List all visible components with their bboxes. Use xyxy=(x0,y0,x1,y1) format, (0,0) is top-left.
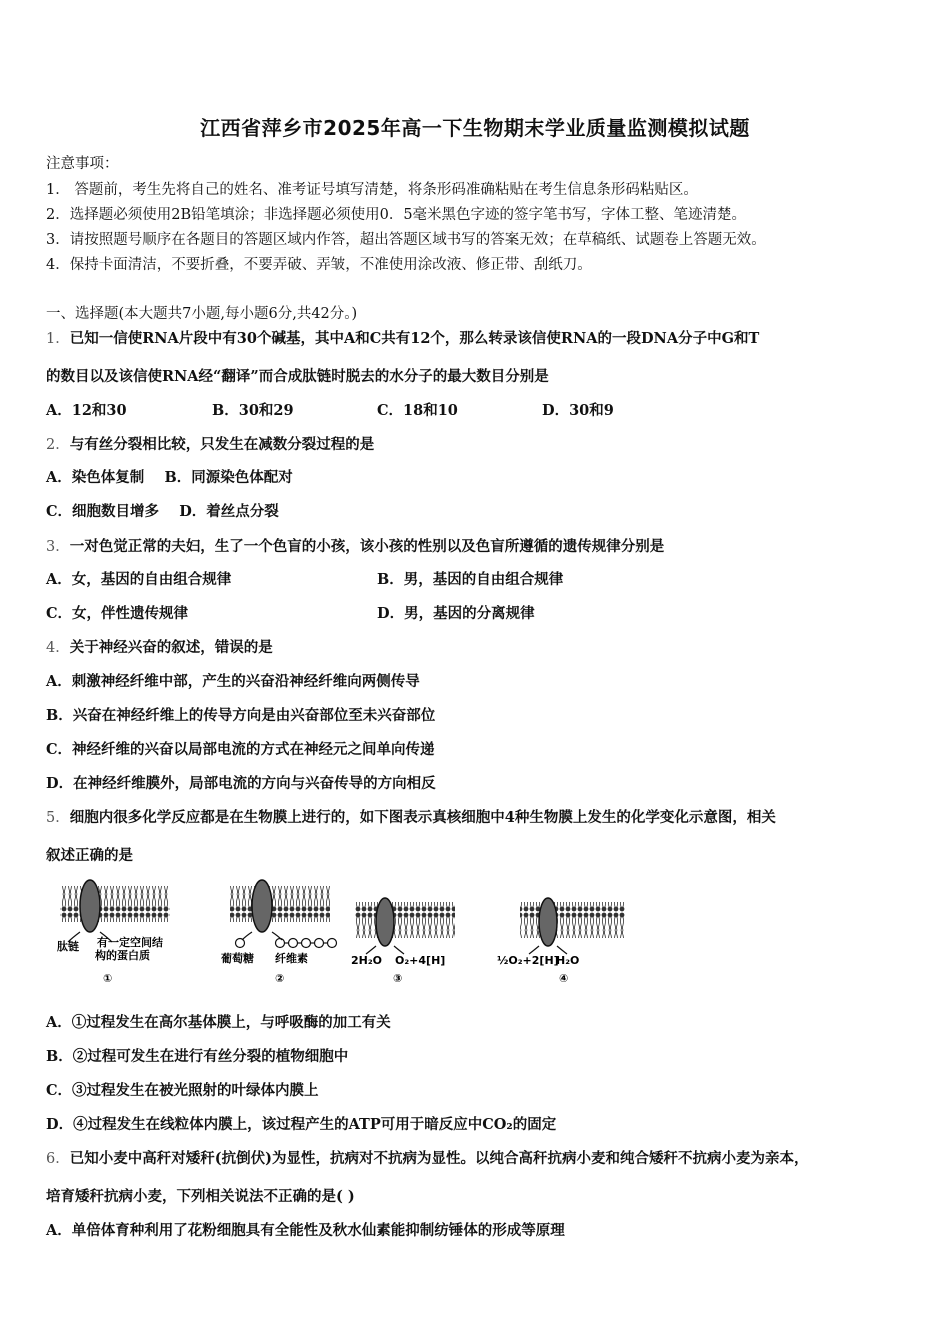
question-1-number: 1． xyxy=(46,331,70,347)
question-1-text-1: 已知一信使RNA片段中有30个碱基，其中A和C共有12个，那么转录该信使RNA的一段DNA分子中G和T xyxy=(69,330,760,347)
question-6-line-1 xyxy=(46,1147,808,1168)
question-4-option-b[interactable]: B．兴奋在神经纤维上的传导方向是由兴奋部位至未兴奋部位 xyxy=(46,707,436,724)
question-5-number: 5． xyxy=(46,810,70,826)
question-4-stem-line xyxy=(46,636,273,657)
question-3-stem-line xyxy=(46,535,664,556)
question-5-line-2: 叙述正确的是 xyxy=(46,847,133,864)
question-3-option-b[interactable]: B．男，基因的自由组合规律 xyxy=(377,571,564,588)
membrane-2-label-glucose: 葡萄糖 xyxy=(221,952,254,965)
membrane-1-label-peptide: 肽链 xyxy=(57,940,79,953)
question-2-number: 2． xyxy=(46,437,70,453)
membrane-1-label-protein-2: 构的蛋白质 xyxy=(95,949,150,962)
membrane-4-label-water: H₂O xyxy=(556,954,580,967)
question-5-option-a[interactable]: A．①过程发生在高尔基体膜上，与呼吸酶的加工有关 xyxy=(46,1014,391,1031)
question-6-number: 6． xyxy=(46,1151,70,1167)
question-6-option-a[interactable]: A．单倍体育种利用了花粉细胞具有全能性及秋水仙素能抑制纺锤体的形成等原理 xyxy=(46,1222,565,1239)
question-2-options-row-1[interactable]: A．染色体复制 B．同源染色体配对 xyxy=(46,469,293,486)
membrane-2-number: ② xyxy=(275,972,285,985)
notice-item-1: 1． 答题前，考生先将自己的姓名、准考证号填写清楚，将条形码准确粘贴在考生信息条形码粘贴区。 xyxy=(46,182,698,198)
notice-item-4: 4．保持卡面清洁，不要折叠，不要弄破、弄皱，不准使用涂改液、修正带、刮纸刀。 xyxy=(46,257,592,273)
question-3-option-a[interactable]: A．女，基因的自由组合规律 xyxy=(46,571,232,588)
question-2-options-row-2[interactable]: C．细胞数目增多 D．着丝点分裂 xyxy=(46,503,279,520)
question-1-option-c[interactable]: C．18和10 xyxy=(377,402,458,419)
question-5-option-b[interactable]: B．②过程可发生在进行有丝分裂的植物细胞中 xyxy=(46,1048,349,1065)
question-3-option-d[interactable]: D．男，基因的分离规律 xyxy=(377,605,535,622)
question-1-option-d[interactable]: D．30和9 xyxy=(542,402,614,419)
membrane-1-label-protein-1: 有一定空间结 xyxy=(97,936,163,949)
question-2-stem: 与有丝分裂相比较，只发生在减数分裂过程的是 xyxy=(69,436,375,453)
question-5-option-c[interactable]: C．③过程发生在被光照射的叶绿体内膜上 xyxy=(46,1082,319,1099)
question-1-line-1 xyxy=(46,327,759,348)
section-heading: 一、选择题(本大题共7小题,每小题6分,共42分。) xyxy=(46,306,358,322)
membrane-4-number: ④ xyxy=(559,972,569,985)
question-5-text-1: 细胞内很多化学反应都是在生物膜上进行的，如下图表示真核细胞中4种生物膜上发生的化学变化示意图，相关 xyxy=(69,809,776,826)
question-6-text-1: 已知小麦中高秆对矮秆(抗倒伏)为显性，抗病对不抗病为显性。以纯合高秆抗病小麦和纯合矮秆不抗病小麦为亲本， xyxy=(69,1150,809,1167)
membrane-2-label-cellulose: 纤维素 xyxy=(275,952,308,965)
membrane-diagram xyxy=(55,876,635,991)
membrane-4-label-reactants: ½O₂+2[H] xyxy=(497,954,559,967)
page-title: 江西省萍乡市2025年高一下生物期末学业质量监测模拟试题 xyxy=(200,116,750,140)
notice-heading: 注意事项： xyxy=(46,156,119,172)
question-1-option-b[interactable]: B．30和29 xyxy=(212,402,294,419)
question-4-stem: 关于神经兴奋的叙述，错误的是 xyxy=(69,639,273,656)
membrane-3-label-water: 2H₂O xyxy=(351,954,383,967)
question-1-option-a[interactable]: A．12和30 xyxy=(46,402,127,419)
question-6-line-2: 培育矮秆抗病小麦，下列相关说法不正确的是( ) xyxy=(46,1188,355,1205)
membrane-3-label-oxygen: O₂+4[H] xyxy=(395,954,446,967)
question-3-option-c[interactable]: C．女，伴性遗传规律 xyxy=(46,605,189,622)
notice-item-3: 3．请按照题号顺序在各题目的答题区域内作答，超出答题区域书写的答案无效；在草稿纸、试题卷上答题无效。 xyxy=(46,232,766,248)
notice-item-2: 2．选择题必须使用2B铅笔填涂；非选择题必须使用0．5毫米黑色字迹的签字笔书写，字体工整、笔迹清楚。 xyxy=(46,207,747,223)
membrane-2 xyxy=(221,880,337,985)
question-4-option-d[interactable]: D．在神经纤维膜外，局部电流的方向与兴奋传导的方向相反 xyxy=(46,775,436,792)
membrane-4 xyxy=(497,898,625,985)
question-4-number: 4． xyxy=(46,640,70,656)
question-3-number: 3． xyxy=(46,539,70,555)
membrane-3 xyxy=(351,898,455,985)
membrane-1-number: ① xyxy=(103,972,113,985)
membrane-1 xyxy=(57,880,170,985)
question-4-option-c[interactable]: C．神经纤维的兴奋以局部电流的方式在神经元之间单向传递 xyxy=(46,741,435,758)
question-4-option-a[interactable]: A．刺激神经纤维中部，产生的兴奋沿神经纤维向两侧传导 xyxy=(46,673,420,690)
membrane-3-number: ③ xyxy=(393,972,403,985)
question-5-option-d[interactable]: D．④过程发生在线粒体内膜上，该过程产生的ATP可用于暗反应中CO₂的固定 xyxy=(46,1116,557,1133)
question-1-line-2: 的数目以及该信使RNA经“翻译”而合成肽链时脱去的水分子的最大数目分别是 xyxy=(46,368,549,385)
question-2-stem-line xyxy=(46,433,374,454)
question-3-stem: 一对色觉正常的夫妇，生了一个色盲的小孩，该小孩的性别以及色盲所遵循的遗传规律分别是 xyxy=(69,538,665,555)
question-5-line-1 xyxy=(46,806,776,827)
